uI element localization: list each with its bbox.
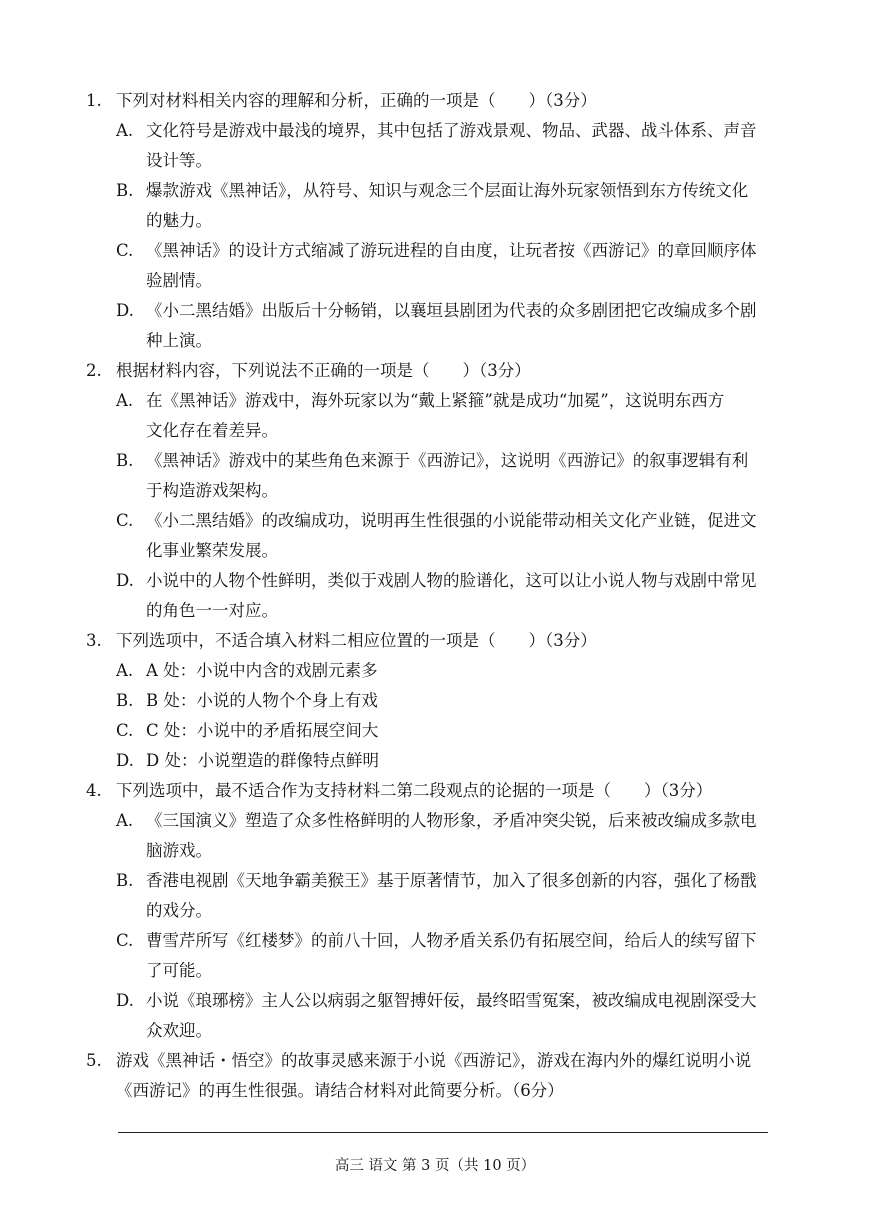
page-footer: 高三 语文 第 3 页（共 10 页） [334,1158,536,1174]
question-stem [86,86,786,116]
question-text: 下列对材料相关内容的理解和分析，正确的一项是（ ）（3分） [116,91,597,110]
option-letter: A. [116,811,134,830]
question-number: 1. [86,91,102,110]
option-letter: D. [116,991,134,1010]
question-list [86,86,786,1106]
option-b [116,686,786,716]
question-3 [86,626,786,776]
option-letter: C. [116,721,134,740]
option-d [116,296,786,356]
option-text: 在《黑神话》游戏中，海外玩家以为“戴上紧箍”就是成功“加冕”，这说明东西方 文化存在着差异。 [146,391,725,440]
question-stem [86,1046,786,1106]
option-a [116,806,786,866]
question-text: 游戏《黑神话・悟空》的故事灵感来源于小说《西游记》，游戏在海内外的爆红说明小说 《西游记》的再生性很强。请结合材料对此简要分析。（6分） [116,1051,752,1100]
option-letter: C. [116,931,134,950]
option-letter: A. [116,121,134,140]
question-1 [86,86,786,356]
option-a [116,386,786,446]
option-letter: D. [116,751,134,770]
question-2 [86,356,786,626]
option-text: 小说《琅琊榜》主人公以病弱之躯智搏奸佞，最终昭雪冤案，被改编成电视剧深受大 众欢迎。 [146,991,757,1040]
option-text: 爆款游戏《黑神话》，从符号、知识与观念三个层面让海外玩家领悟到东方传统文化 的魅力。 [146,181,749,230]
question-stem [86,626,786,656]
question-text: 下列选项中，不适合填入材料二相应位置的一项是（ ）（3分） [116,631,597,650]
question-text: 下列选项中，最不适合作为支持材料二第二段观点的论据的一项是（ ）（3分） [116,781,713,800]
question-number: 3. [86,631,102,650]
option-list [116,116,786,356]
option-list [116,806,786,1046]
question-number: 4. [86,781,102,800]
option-text: 《黑神话》游戏中的某些角色来源于《西游记》，这说明《西游记》的叙事逻辑有利 于构造游戏架构。 [146,451,749,500]
question-stem [86,356,786,386]
question-text: 根据材料内容，下列说法不正确的一项是（ ）（3分） [116,361,531,380]
option-text: 《小二黑结婚》出版后十分畅销，以襄垣县剧团为代表的众多剧团把它改编成多个剧 种上演。 [146,301,757,350]
option-b [116,176,786,236]
option-letter: B. [116,691,134,710]
option-d [116,986,786,1046]
question-5 [86,1046,786,1106]
option-b [116,446,786,506]
option-text: 小说中的人物个性鲜明，类似于戏剧人物的脸谱化，这可以让小说人物与戏剧中常见 的角色一一对应。 [146,571,757,620]
option-letter: B. [116,181,134,200]
option-text: 香港电视剧《天地争霸美猴王》基于原著情节，加入了很多创新的内容，强化了杨戬 的戏分。 [146,871,757,920]
option-text: D 处：小说塑造的群像特点鲜明 [146,751,379,770]
option-letter: D. [116,301,134,320]
option-c [116,506,786,566]
option-list [116,386,786,626]
footer-divider [118,1132,768,1133]
option-d [116,566,786,626]
option-letter: C. [116,241,134,260]
question-stem [86,776,786,806]
option-list [116,656,786,776]
option-text: 《黑神话》的设计方式缩减了游玩进程的自由度，让玩者按《西游记》的章回顺序体 验剧情。 [146,241,757,290]
option-text: A 处：小说中内含的戏剧元素多 [146,661,378,680]
question-number: 2. [86,361,102,380]
option-b [116,866,786,926]
option-c [116,236,786,296]
option-text: 《三国演义》塑造了众多性格鲜明的人物形象，矛盾冲突尖锐，后来被改编成多款电 脑游戏。 [146,811,757,860]
option-a [116,116,786,176]
option-letter: A. [116,391,134,410]
option-d [116,746,786,776]
option-c [116,926,786,986]
option-text: 《小二黑结婚》的改编成功，说明再生性很强的小说能带动相关文化产业链，促进文 化事业繁荣发展。 [146,511,757,560]
option-letter: B. [116,871,134,890]
option-letter: C. [116,511,134,530]
option-text: C 处：小说中的矛盾拓展空间大 [146,721,379,740]
option-text: 曹雪芹所写《红楼梦》的前八十回，人物矛盾关系仍有拓展空间，给后人的续写留下 了可能。 [146,931,757,980]
option-c [116,716,786,746]
question-number: 5. [86,1051,102,1070]
option-letter: A. [116,661,134,680]
option-letter: D. [116,571,134,590]
option-a [116,656,786,686]
option-text: 文化符号是游戏中最浅的境界，其中包括了游戏景观、物品、武器、战斗体系、声音 设计等。 [146,121,757,170]
option-letter: B. [116,451,134,470]
option-text: B 处：小说的人物个个身上有戏 [146,691,378,710]
question-4 [86,776,786,1046]
